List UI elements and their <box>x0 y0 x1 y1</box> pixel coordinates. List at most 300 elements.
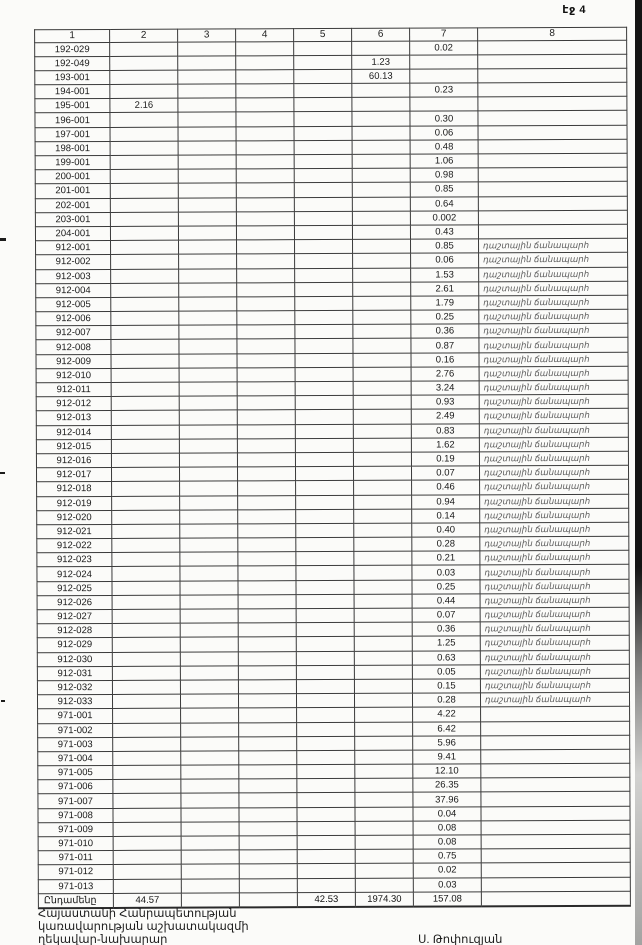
row-value <box>113 822 181 836</box>
total-label: Ընդամենը <box>38 893 113 908</box>
row-value <box>179 240 237 254</box>
row-value <box>237 382 295 396</box>
row-code: 971-013 <box>38 879 113 894</box>
row-value <box>239 751 297 765</box>
row-value: 9.41 <box>413 750 481 764</box>
row-value <box>239 864 297 878</box>
row-value: 0.87 <box>411 338 479 352</box>
row-value <box>297 864 355 878</box>
row-value <box>239 793 297 807</box>
row-value <box>179 382 237 396</box>
row-value <box>179 410 237 424</box>
row-value <box>354 608 412 622</box>
row-value <box>112 481 180 495</box>
row-value <box>353 268 411 282</box>
row-code: 912-011 <box>36 382 111 397</box>
row-note <box>481 707 630 722</box>
row-code: 196-001 <box>35 113 110 128</box>
row-value: 1974.30 <box>355 892 413 907</box>
row-code: 912-024 <box>37 567 112 582</box>
row-value <box>238 495 296 509</box>
row-value <box>352 168 410 182</box>
row-value: 0.25 <box>412 579 480 593</box>
row-value <box>297 793 355 807</box>
row-code: 204-001 <box>35 226 110 241</box>
row-value <box>112 638 180 652</box>
row-value <box>180 481 238 495</box>
row-value <box>111 368 179 382</box>
row-note: դաշտային ճանապարհ <box>480 678 629 693</box>
row-value <box>238 481 296 495</box>
row-value <box>113 794 181 808</box>
row-value <box>236 41 294 55</box>
row-value <box>180 637 238 651</box>
row-value <box>236 183 294 197</box>
row-value <box>113 737 181 751</box>
row-value: 12.10 <box>413 764 481 778</box>
row-note <box>478 210 627 225</box>
row-value: 0.94 <box>412 494 480 508</box>
row-value: 4.22 <box>413 707 481 721</box>
row-value <box>355 793 413 807</box>
row-value <box>296 608 354 622</box>
row-note <box>478 139 627 154</box>
row-value: 60.13 <box>352 69 410 83</box>
row-note: դաշտային ճանապարհ <box>479 423 628 438</box>
row-value <box>113 765 181 779</box>
row-note: դաշտային ճանապարհ <box>480 607 629 622</box>
row-code: 912-012 <box>36 397 111 412</box>
row-value <box>354 665 412 679</box>
row-value <box>179 439 237 453</box>
row-value <box>237 339 295 353</box>
row-note: դաշտային ճանապարհ <box>480 508 629 523</box>
column-header-6: 6 <box>352 28 410 41</box>
row-value: 0.40 <box>412 523 480 537</box>
row-value <box>352 140 410 154</box>
row-value <box>179 354 237 368</box>
row-value <box>179 424 237 438</box>
row-code: 912-015 <box>36 439 111 454</box>
row-value: 0.04 <box>413 806 481 820</box>
row-note: դաշտային ճանապարհ <box>479 238 628 253</box>
row-code: 203-001 <box>35 212 110 227</box>
row-value <box>111 411 179 425</box>
row-note <box>478 224 627 239</box>
row-value <box>112 680 180 694</box>
row-value <box>179 339 237 353</box>
row-value <box>296 523 354 537</box>
row-value <box>110 226 178 240</box>
row-value <box>236 98 294 112</box>
row-value <box>179 254 237 268</box>
row-value <box>112 510 180 524</box>
row-value <box>237 424 295 438</box>
row-value <box>237 311 295 325</box>
row-value <box>239 821 297 835</box>
row-code: 912-003 <box>36 269 111 284</box>
row-note <box>481 735 630 750</box>
row-note: դաշտային ճանապարհ <box>479 437 628 452</box>
row-note: դաշտային ճանապարհ <box>479 323 628 338</box>
row-note: դաշտային ճանապարհ <box>479 394 628 409</box>
row-note: դաշտային ճանապարհ <box>479 352 628 367</box>
row-value <box>237 396 295 410</box>
row-value <box>296 637 354 651</box>
row-value <box>112 496 180 510</box>
row-value <box>355 707 413 721</box>
scan-edge-artifact <box>635 0 642 945</box>
footer-org-line-2: կառավարության աշխատակազմի <box>38 921 249 933</box>
row-value <box>353 424 411 438</box>
row-value <box>296 580 354 594</box>
row-value <box>181 751 239 765</box>
row-value <box>181 722 239 736</box>
row-value: 1.79 <box>411 296 479 310</box>
row-value <box>355 864 413 878</box>
row-value <box>352 112 410 126</box>
row-value <box>352 211 410 225</box>
row-value: 0.23 <box>410 83 478 97</box>
row-value <box>239 736 297 750</box>
row-code: 912-016 <box>36 453 111 468</box>
row-value <box>354 537 412 551</box>
row-value <box>355 807 413 821</box>
row-value <box>294 41 352 55</box>
row-value <box>296 537 354 551</box>
row-value <box>295 268 353 282</box>
row-code: 195-001 <box>35 99 110 114</box>
row-value: 0.44 <box>412 594 480 608</box>
row-value <box>353 367 411 381</box>
row-value <box>110 70 178 84</box>
row-value <box>236 169 294 183</box>
row-value: 0.19 <box>411 452 479 466</box>
row-value <box>295 353 353 367</box>
row-value: 0.02 <box>413 863 481 877</box>
row-value <box>113 779 181 793</box>
row-code: 912-026 <box>37 595 112 610</box>
row-note: դաշտային ճանապարհ <box>479 253 628 268</box>
row-value <box>296 481 354 495</box>
row-value <box>294 211 352 225</box>
row-value: 0.002 <box>410 211 478 225</box>
row-value <box>181 737 239 751</box>
row-value <box>236 155 294 169</box>
row-code: 912-021 <box>37 524 112 539</box>
row-value <box>111 467 179 481</box>
row-value <box>355 722 413 736</box>
row-value <box>179 453 237 467</box>
row-value <box>352 225 410 239</box>
row-value: 0.28 <box>412 537 480 551</box>
row-value <box>294 55 352 69</box>
row-note: դաշտային ճանապարհ <box>479 465 628 480</box>
row-value: 0.02 <box>410 40 478 54</box>
row-value <box>237 467 295 481</box>
row-code: 200-001 <box>35 170 110 185</box>
row-value: 0.63 <box>412 650 480 664</box>
row-value: 0.16 <box>411 352 479 366</box>
row-value <box>354 523 412 537</box>
row-code: 912-001 <box>36 241 111 256</box>
row-value: 0.14 <box>412 509 480 523</box>
row-value: 0.30 <box>410 111 478 125</box>
row-code: 197-001 <box>35 127 110 142</box>
row-value <box>239 779 297 793</box>
row-value <box>112 595 180 609</box>
row-value <box>239 765 297 779</box>
row-value <box>181 765 239 779</box>
row-value <box>353 239 411 253</box>
row-value <box>353 353 411 367</box>
row-value <box>180 495 238 509</box>
row-value <box>296 509 354 523</box>
row-value <box>295 296 353 310</box>
row-value <box>296 566 354 580</box>
row-value <box>236 197 294 211</box>
row-code: 912-010 <box>36 368 111 383</box>
row-value <box>237 410 295 424</box>
row-value <box>238 538 296 552</box>
row-value <box>352 126 410 140</box>
row-value <box>353 339 411 353</box>
row-note <box>481 863 630 878</box>
row-note <box>478 167 627 182</box>
row-value <box>178 141 236 155</box>
column-header-7: 7 <box>410 28 478 41</box>
row-value: 2.16 <box>110 98 178 112</box>
row-value <box>239 836 297 850</box>
row-value <box>238 637 296 651</box>
row-note <box>481 721 630 736</box>
row-value <box>297 722 355 736</box>
row-value <box>178 98 236 112</box>
row-value <box>239 708 297 722</box>
row-code: 193-001 <box>35 70 110 85</box>
row-code: 202-001 <box>35 198 110 213</box>
row-value <box>239 722 297 736</box>
row-value <box>238 509 296 523</box>
row-value: 1.62 <box>411 438 479 452</box>
row-value <box>236 126 294 140</box>
row-value <box>113 708 181 722</box>
row-value: 1.25 <box>412 636 480 650</box>
row-value <box>111 283 179 297</box>
row-note: դաշտային ճանապարհ <box>479 366 628 381</box>
row-value <box>352 154 410 168</box>
row-code: 912-006 <box>36 312 111 327</box>
row-value: 26.35 <box>413 778 481 792</box>
row-value <box>178 112 236 126</box>
row-value <box>181 893 239 908</box>
row-value <box>181 850 239 864</box>
row-value: 3.24 <box>411 381 479 395</box>
row-note <box>481 834 630 849</box>
row-value <box>236 211 294 225</box>
row-value: 0.05 <box>412 665 480 679</box>
row-value <box>111 269 179 283</box>
row-value <box>237 453 295 467</box>
row-value <box>112 567 180 581</box>
row-code: 912-025 <box>37 581 112 596</box>
row-value <box>239 850 297 864</box>
footer-organization <box>38 908 249 945</box>
row-code: 912-032 <box>37 680 112 695</box>
row-note <box>481 777 630 792</box>
row-value: 1.23 <box>352 55 410 69</box>
row-value: 0.25 <box>411 310 479 324</box>
row-value <box>112 609 180 623</box>
row-value <box>178 41 236 55</box>
row-value <box>111 425 179 439</box>
row-value <box>354 693 412 707</box>
row-value <box>237 297 295 311</box>
row-value <box>295 254 353 268</box>
row-code: 912-022 <box>37 539 112 554</box>
row-value <box>294 83 352 97</box>
row-value: 2.61 <box>411 282 479 296</box>
row-value: 44.57 <box>113 893 181 908</box>
row-note <box>481 891 630 906</box>
row-note <box>478 111 627 126</box>
row-value <box>112 538 180 552</box>
row-value <box>238 552 296 566</box>
row-note: դաշտային ճանապարհ <box>479 380 628 395</box>
row-value <box>111 354 179 368</box>
scan-speck <box>0 238 6 241</box>
row-value <box>410 55 478 69</box>
row-value: 0.36 <box>412 622 480 636</box>
row-note: դաշտային ճանապարհ <box>480 664 629 679</box>
row-value <box>295 367 353 381</box>
row-value <box>179 297 237 311</box>
row-value <box>178 197 236 211</box>
row-value <box>237 367 295 381</box>
row-code: 912-019 <box>37 496 112 511</box>
row-value <box>239 878 297 892</box>
row-value <box>353 410 411 424</box>
row-value <box>180 510 238 524</box>
row-code: 912-004 <box>36 283 111 298</box>
row-value <box>296 495 354 509</box>
row-note <box>481 820 630 835</box>
row-value: 0.06 <box>410 125 478 139</box>
row-note: դաշտային ճանապարհ <box>479 281 628 296</box>
row-value <box>112 581 180 595</box>
row-value: 2.76 <box>411 367 479 381</box>
row-value <box>238 566 296 580</box>
row-value: 0.64 <box>410 196 478 210</box>
row-value: 0.08 <box>413 835 481 849</box>
row-note: դաշտային ճանապարհ <box>479 309 628 324</box>
row-value <box>294 69 352 83</box>
row-value <box>237 325 295 339</box>
row-value <box>179 396 237 410</box>
row-value <box>179 268 237 282</box>
row-value <box>352 83 410 97</box>
row-value: 0.46 <box>412 480 480 494</box>
row-value <box>112 652 180 666</box>
row-value <box>237 353 295 367</box>
row-value <box>111 297 179 311</box>
row-value <box>113 836 181 850</box>
column-header-5: 5 <box>294 28 352 41</box>
row-value <box>179 325 237 339</box>
row-value <box>179 368 237 382</box>
row-note <box>481 877 630 892</box>
footer-org-line-3: ղեկավար-նախարար <box>38 934 168 945</box>
row-value <box>355 778 413 792</box>
row-value: 0.03 <box>412 565 480 579</box>
row-value <box>352 183 410 197</box>
row-value <box>113 850 181 864</box>
row-value <box>179 283 237 297</box>
row-value <box>297 708 355 722</box>
row-value <box>297 807 355 821</box>
row-value <box>113 879 181 893</box>
row-value <box>113 808 181 822</box>
row-code: 912-028 <box>37 624 112 639</box>
row-value: 0.43 <box>410 225 478 239</box>
row-value <box>353 381 411 395</box>
row-value <box>355 750 413 764</box>
row-note <box>478 153 627 168</box>
row-note: դաշտային ճանապարհ <box>479 267 628 282</box>
row-value <box>296 623 354 637</box>
row-code: 912-007 <box>36 326 111 341</box>
row-value <box>294 169 352 183</box>
row-note: դաշտային ճանապարհ <box>479 451 628 466</box>
signature-name: Ս. Թոփուզյան <box>418 934 503 945</box>
row-code: 192-029 <box>35 42 110 57</box>
row-value <box>178 212 236 226</box>
row-value: 0.15 <box>412 679 480 693</box>
scan-speck <box>0 472 5 474</box>
row-value <box>178 226 236 240</box>
row-value <box>111 439 179 453</box>
row-value <box>295 410 353 424</box>
row-value <box>110 127 178 141</box>
row-value: 0.98 <box>410 168 478 182</box>
row-value <box>355 736 413 750</box>
row-value <box>296 594 354 608</box>
row-note <box>481 806 630 821</box>
row-value <box>111 254 179 268</box>
row-code: 971-009 <box>38 822 113 837</box>
row-value <box>238 524 296 538</box>
row-note: դաշտային ճանապարհ <box>480 480 629 495</box>
row-value <box>111 240 179 254</box>
row-value <box>178 70 236 84</box>
row-value: 42.53 <box>297 892 355 907</box>
row-code: 971-012 <box>38 865 113 880</box>
row-code: 912-027 <box>37 609 112 624</box>
row-value <box>112 694 180 708</box>
row-note: դաշտային ճանապարհ <box>479 295 628 310</box>
row-value <box>237 282 295 296</box>
row-code: 912-029 <box>37 638 112 653</box>
row-value <box>180 623 238 637</box>
row-value <box>236 226 294 240</box>
row-value: 0.83 <box>411 423 479 437</box>
row-value <box>297 835 355 849</box>
row-value <box>296 665 354 679</box>
table-body <box>35 40 631 909</box>
footer-org-line-1: Հայաստանի Հանրապետության <box>38 908 237 920</box>
row-code: 971-010 <box>38 836 113 851</box>
row-note <box>478 182 627 197</box>
